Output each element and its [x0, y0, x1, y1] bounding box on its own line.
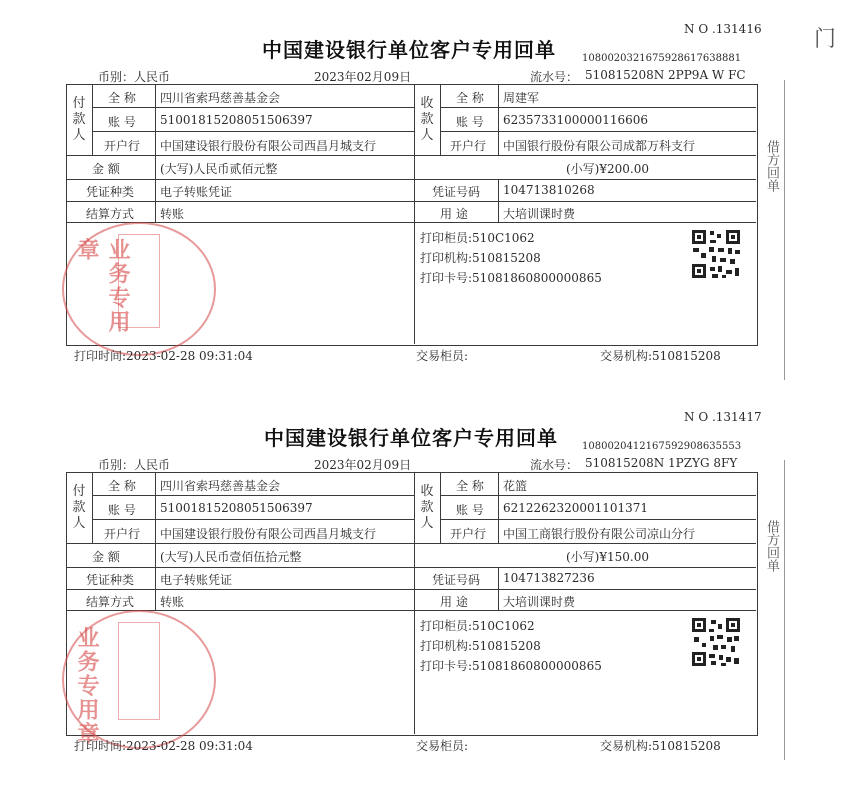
payer-account-label: 账 号 — [108, 115, 136, 129]
payee-bank-label: 开户行 — [450, 527, 487, 541]
voucher-number: 104713827236 — [503, 571, 595, 585]
amount-in-words: (大写)人民币壹佰伍拾元整 — [160, 550, 302, 564]
voucher-number-label: 凭证号码 — [432, 573, 481, 587]
amount-in-figures: (小写)¥200.00 — [566, 162, 649, 176]
flow-number-label: 流水号： — [530, 458, 579, 472]
payer-name-label: 全 称 — [108, 479, 136, 493]
receipt-title: 中国建设银行单位客户专用回单 — [264, 426, 558, 450]
payer-name-label: 全 称 — [108, 91, 136, 105]
voucher-type-label: 凭证种类 — [86, 573, 135, 587]
receipt-slip-1 — [0, 0, 860, 400]
payee-bank: 中国银行股份有限公司成都万科支行 — [503, 139, 696, 153]
payee-account: 6235733100000116606 — [503, 113, 649, 127]
trade-teller: 交易柜员: — [416, 349, 469, 363]
amount-in-figures: (小写)¥150.00 — [566, 550, 649, 564]
payee-label: 收款人 — [420, 96, 434, 143]
serial-number: N O .131416 — [684, 22, 762, 36]
corner-handwritten-mark: 门 — [814, 27, 837, 52]
settlement-method: 转账 — [160, 595, 185, 609]
trade-organization: 交易机构:510815208 — [600, 739, 721, 753]
purpose-value: 大培训课时费 — [503, 595, 576, 609]
payer-bank-label: 开户行 — [104, 139, 141, 153]
receipt-title: 中国建设银行单位客户专用回单 — [262, 38, 556, 62]
purpose-value: 大培训课时费 — [503, 207, 576, 221]
trade-teller: 交易柜员: — [416, 739, 469, 753]
print-organization: 打印机构:510815208 — [420, 639, 541, 653]
print-organization: 打印机构:510815208 — [420, 251, 541, 265]
print-card-number: 打印卡号:51081860800000865 — [420, 659, 602, 673]
payer-account: 51001815208051506397 — [160, 113, 313, 127]
debit-receipt-side-label: 借方回单 — [764, 520, 779, 572]
flow-number-label: 流水号： — [530, 70, 579, 84]
trade-organization: 交易机构:510815208 — [600, 349, 721, 363]
payer-name: 四川省索玛慈善基金会 — [160, 91, 281, 105]
reference-number: 108002041216759290863555​3 — [582, 441, 742, 452]
payer-label: 付款人 — [72, 96, 86, 143]
stamp-text: 业务专用章 — [74, 626, 100, 746]
amount-in-words: (大写)人民币贰佰元整 — [160, 162, 278, 176]
settlement-method: 转账 — [160, 207, 185, 221]
payee-bank: 中国工商银行股份有限公司凉山分行 — [503, 527, 696, 541]
currency-label: 币别：人民币 — [98, 458, 171, 472]
voucher-type-label: 凭证种类 — [86, 185, 135, 199]
payer-account-label: 账 号 — [108, 503, 136, 517]
payer-bank: 中国建设银行股份有限公司西昌月城支行 — [160, 527, 377, 541]
payee-name-label: 全 称 — [456, 479, 484, 493]
reference-number: 108002032167592861763888​1 — [582, 53, 742, 64]
purpose-label: 用 途 — [440, 595, 468, 609]
bank-seal-stamp — [62, 610, 216, 749]
payer-name: 四川省索玛慈善基金会 — [160, 479, 281, 493]
payee-account: 6212262320001101371 — [503, 501, 649, 515]
payee-name-label: 全 称 — [456, 91, 484, 105]
stamp-text: 业务专用章 — [74, 238, 131, 334]
settlement-label: 结算方式 — [86, 595, 135, 609]
payee-account-label: 账 号 — [456, 503, 484, 517]
print-teller: 打印柜员:510C1062 — [420, 619, 535, 633]
payer-label: 付款人 — [72, 484, 86, 531]
payee-name: 花篮 — [503, 479, 528, 493]
payee-bank-label: 开户行 — [450, 139, 487, 153]
receipt-date: 2023年02月09日 — [314, 458, 412, 472]
print-card-number: 打印卡号:51081860800000865 — [420, 271, 602, 285]
amount-label: 金 额 — [92, 550, 120, 564]
print-time: 打印时间:2023-02-28 09:31:04 — [74, 349, 253, 363]
payee-label: 收款人 — [420, 484, 434, 531]
payer-account: 51001815208051506397 — [160, 501, 313, 515]
payee-name: 周建军 — [503, 91, 540, 105]
voucher-number: 104713810268 — [503, 183, 595, 197]
qr-code-icon — [690, 228, 742, 280]
debit-receipt-side-label: 借方回单 — [764, 140, 779, 192]
receipt-date: 2023年02月09日 — [314, 70, 412, 84]
payee-account-label: 账 号 — [456, 115, 484, 129]
purpose-label: 用 途 — [440, 207, 468, 221]
flow-number-value: 510815208​N 2PP9A W FC — [585, 68, 746, 82]
settlement-label: 结算方式 — [86, 207, 135, 221]
print-teller: 打印柜员:510C1062 — [420, 231, 535, 245]
voucher-type: 电子转账凭证 — [160, 185, 233, 199]
payer-bank: 中国建设银行股份有限公司西昌月城支行 — [160, 139, 377, 153]
currency-label: 币别：人民币 — [98, 70, 171, 84]
qr-code-icon — [690, 616, 742, 668]
receipt-slip-2 — [0, 390, 860, 790]
print-time: 打印时间:2023-02-28 09:31:04 — [74, 739, 253, 753]
bank-seal-stamp — [62, 222, 216, 356]
flow-number-value: 510815208​N 1PZYG 8FY — [585, 456, 738, 470]
voucher-type: 电子转账凭证 — [160, 573, 233, 587]
voucher-number-label: 凭证号码 — [432, 185, 481, 199]
payer-bank-label: 开户行 — [104, 527, 141, 541]
serial-number: N O .131417 — [684, 410, 762, 424]
amount-label: 金 额 — [92, 162, 120, 176]
